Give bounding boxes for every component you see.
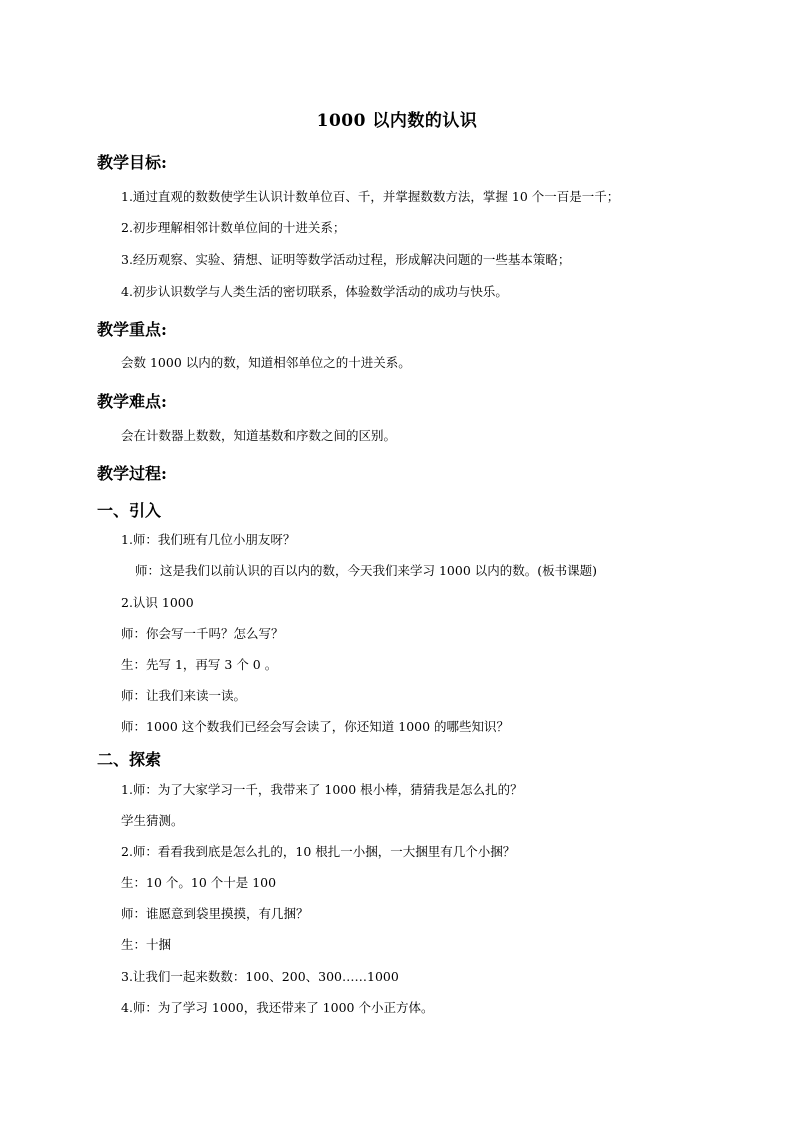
goals-heading: 教学目标: <box>97 153 167 172</box>
part1-line: 1.师：我们班有几位小朋友呀？ <box>121 532 296 547</box>
difficulty-text: 会在计数器上数数，知道基数和序数之间的区别。 <box>121 428 397 443</box>
goal-item: 3.经历观察、实验、猜想、证明等数学活动过程，形成解决问题的一些基本策略； <box>121 252 571 267</box>
part1-line: 师：这是我们以前认识的百以内的数，今天我们来学习 1000 以内的数。(板书课题) <box>135 563 598 578</box>
part2-line: 2.师：看看我到底是怎么扎的，10 根扎一小捆，一大捆里有几个小捆？ <box>121 844 516 859</box>
key-heading: 教学重点: <box>97 320 167 339</box>
part1-heading: 一、引入 <box>97 501 162 520</box>
goal-item: 4.初步认识数学与人类生活的密切联系，体验数学活动的成功与快乐。 <box>121 284 508 299</box>
goal-item: 1.通过直观的数数使学生认识计数单位百、千，并掌握数数方法，掌握 10 个一百是一千； <box>121 189 620 204</box>
key-text: 会数 1000 以内的数，知道相邻单位之的十进关系。 <box>121 355 411 370</box>
part1-line: 生：先写 1，再写 3 个 0 。 <box>121 657 278 672</box>
part2-heading: 二、探索 <box>97 750 162 769</box>
goal-item: 2.初步理解相邻计数单位间的十进关系； <box>121 220 346 235</box>
part1-line: 师：1000 这个数我们已经会写会读了，你还知道 1000 的哪些知识？ <box>121 719 510 734</box>
part1-line: 师：你会写一千吗？怎么写？ <box>121 626 284 641</box>
part2-line: 1.师：为了大家学习一千，我带来了 1000 根小棒，猜猜我是怎么扎的？ <box>121 782 523 797</box>
part2-line: 学生猜测。 <box>121 813 184 828</box>
part2-line: 师：谁愿意到袋里摸摸，有几捆？ <box>121 906 309 921</box>
difficulty-heading: 教学难点: <box>97 392 167 411</box>
part1-line: 师：让我们来读一读。 <box>121 688 247 703</box>
document-title: 1000 以内数的认识 <box>316 111 478 131</box>
process-heading: 教学过程: <box>97 464 167 483</box>
part2-line: 生：十捆 <box>121 937 172 952</box>
part1-line: 2.认识 1000 <box>121 595 194 610</box>
part2-line: 3.让我们一起来数数：100、200、300……1000 <box>121 969 399 984</box>
part2-line: 4.师：为了学习 1000，我还带来了 1000 个小正方体。 <box>121 1000 434 1015</box>
part2-line: 生：10 个。10 个十是 100 <box>121 875 277 890</box>
